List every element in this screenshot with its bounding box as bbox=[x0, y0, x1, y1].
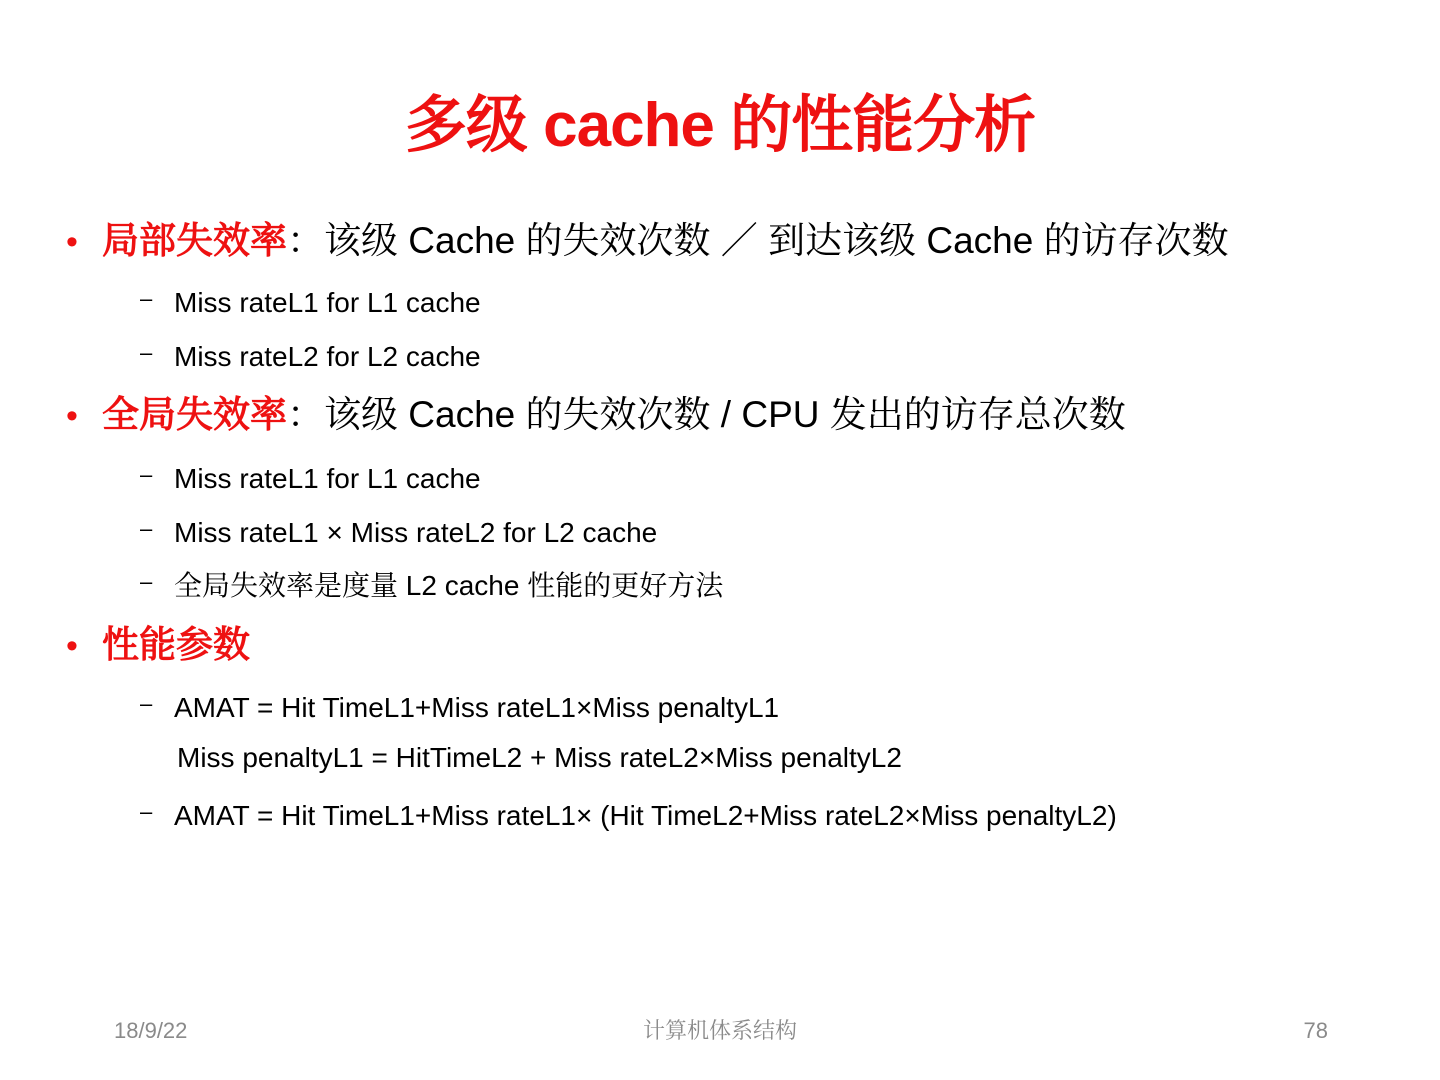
dash-icon: – bbox=[140, 516, 153, 541]
list-item-text: Miss rateL1 for L1 cache bbox=[174, 463, 481, 494]
list-item bbox=[140, 279, 481, 323]
list-item-text: Miss rateL2 for L2 cache bbox=[174, 341, 481, 372]
bullet-global-miss-rate bbox=[66, 390, 1126, 441]
slide-title: 多级 cache 的性能分析 bbox=[404, 91, 1036, 160]
term-global-miss-rate: 全局失效率 bbox=[102, 394, 287, 435]
bullet-dot-icon: • bbox=[66, 223, 78, 261]
list-item bbox=[140, 509, 657, 553]
bullet-local-miss-rate bbox=[66, 216, 1229, 267]
bullet-performance-params bbox=[66, 620, 250, 671]
list-item-text: Miss rateL1 × Miss rateL2 for L2 cache bbox=[174, 517, 658, 548]
dash-icon: – bbox=[140, 340, 153, 365]
dash-icon: – bbox=[140, 569, 153, 594]
list-item-text: 全局失效率是度量 L2 cache 性能的更好方法 bbox=[174, 570, 724, 601]
bullet-dot-icon: • bbox=[66, 627, 78, 665]
definition-local-miss-rate: ：该级 Cache 的失效次数 ／ 到达该级 Cache 的访存次数 bbox=[287, 220, 1229, 261]
dash-icon: – bbox=[140, 799, 153, 824]
dash-icon: – bbox=[140, 462, 153, 487]
term-performance-params: 性能参数 bbox=[102, 624, 250, 665]
dash-icon: – bbox=[140, 286, 153, 311]
list-item bbox=[140, 562, 723, 606]
footer-date: 18/9/22 bbox=[114, 1018, 188, 1043]
list-item bbox=[140, 792, 1117, 836]
list-item-text: Miss rateL1 for L1 cache bbox=[174, 287, 481, 318]
definition-global-miss-rate: ：该级 Cache 的失效次数 / CPU 发出的访存总次数 bbox=[287, 394, 1126, 435]
list-item bbox=[140, 333, 481, 377]
term-local-miss-rate: 局部失效率 bbox=[102, 220, 287, 261]
dash-icon: – bbox=[140, 691, 153, 716]
formula-miss-penalty: Miss penaltyL1 = HitTimeL2 + Miss rateL2×Miss penaltyL2 bbox=[177, 742, 902, 773]
list-item bbox=[140, 684, 779, 728]
page-number: 78 bbox=[1303, 1018, 1328, 1043]
formula-amat-expanded: AMAT = Hit TimeL1+Miss rateL1× (Hit TimeL2+Miss rateL2×Miss penaltyL2) bbox=[174, 800, 1117, 831]
bullet-dot-icon: • bbox=[66, 397, 78, 435]
footer-course-title: 计算机体系结构 bbox=[642, 1018, 797, 1043]
formula-amat: AMAT = Hit TimeL1+Miss rateL1×Miss penaltyL1 bbox=[174, 692, 780, 723]
list-item bbox=[140, 455, 481, 499]
